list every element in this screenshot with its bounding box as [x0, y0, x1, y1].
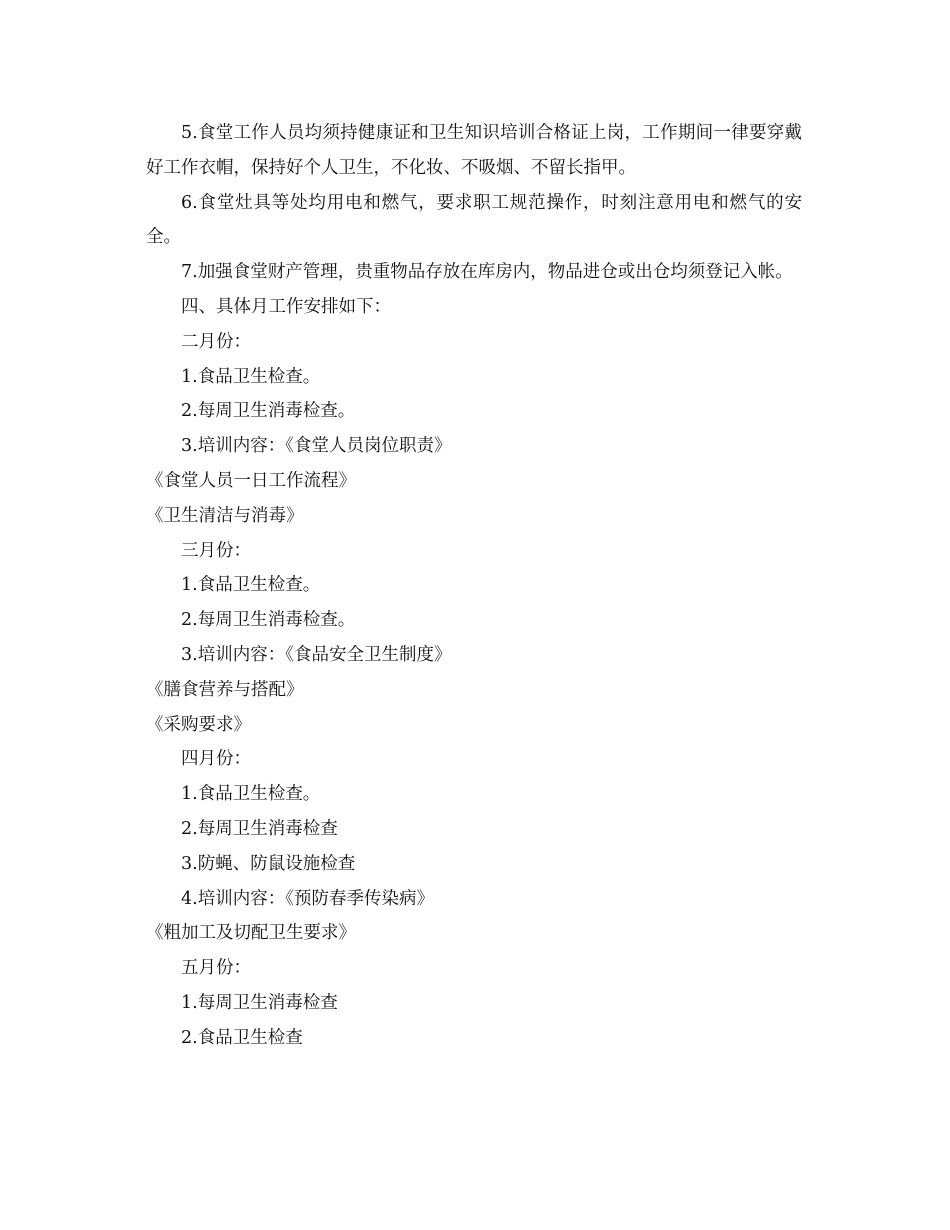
- list-item: 3.防蝇、防鼠设施检查: [181, 853, 356, 874]
- document-body: [146, 116, 802, 1056]
- list-item: 2.食品卫生检查: [181, 1027, 303, 1048]
- list-item: 2.每周卫生消毒检查。: [181, 610, 356, 631]
- list-item: 2.每周卫生消毒检查: [181, 818, 338, 839]
- section-heading-monthly-schedule: 四、具体月工作安排如下：: [181, 296, 391, 317]
- list-item: 1.食品卫生检查。: [181, 784, 321, 805]
- list-item: 3.培训内容：《食堂人员岗位职责》: [181, 436, 452, 457]
- training-title: 《采购要求》: [146, 714, 251, 735]
- month-heading-march: 三月份：: [181, 540, 251, 561]
- list-item: 4.培训内容：《预防春季传染病》: [181, 888, 434, 909]
- paragraph-property-management: 7.加强食堂财产管理，贵重物品存放在库房内，物品进仓或出仓均须登记入帐。: [181, 262, 793, 283]
- training-title: 《膳食营养与搭配》: [146, 679, 304, 700]
- paragraph-stove-safety: 6.食堂灶具等处均用电和燃气，要求职工规范操作，时刻注意用电和燃气的安全。: [146, 192, 802, 248]
- list-item: 3.培训内容：《食品安全卫生制度》: [181, 644, 452, 665]
- month-heading-april: 四月份：: [181, 749, 251, 770]
- month-heading-february: 二月份：: [181, 331, 251, 352]
- training-title: 《粗加工及切配卫生要求》: [146, 923, 356, 944]
- list-item: 2.每周卫生消毒检查。: [181, 401, 356, 422]
- month-heading-may: 五月份：: [181, 958, 251, 979]
- list-item: 1.每周卫生消毒检查: [181, 992, 338, 1013]
- training-title: 《卫生清洁与消毒》: [146, 505, 304, 526]
- paragraph-canteen-staff-hygiene: 5.食堂工作人员均须持健康证和卫生知识培训合格证上岗，工作期间一律要穿戴好工作衣帽，保持好个人卫生，不化妆、不吸烟、不留长指甲。: [146, 123, 802, 178]
- training-title: 《食堂人员一日工作流程》: [146, 470, 356, 491]
- list-item: 1.食品卫生检查。: [181, 366, 321, 387]
- list-item: 1.食品卫生检查。: [181, 575, 321, 596]
